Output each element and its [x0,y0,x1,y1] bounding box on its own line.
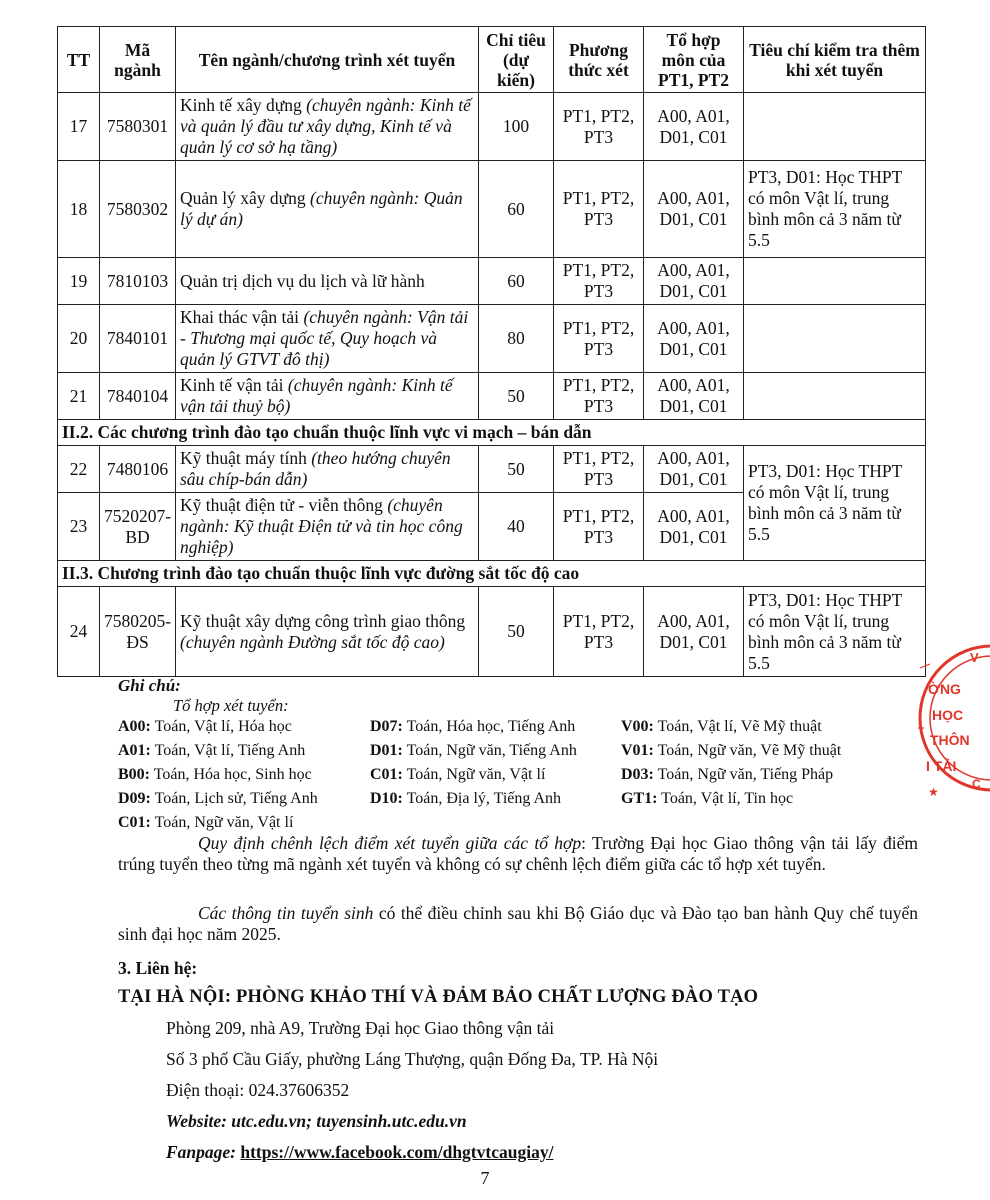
info-paragraph [118,903,918,945]
program-spec: (chuyên ngành: Quản lý dự án) [180,188,463,229]
row-pt: PT1, PT2, PT3 [554,161,644,258]
row-criteria [744,305,926,373]
row-name [176,446,479,493]
contact-heading: 3. Liên hệ: [118,958,198,978]
combo-item [621,790,793,808]
combo-desc: Toán, Lịch sử, Tiếng Anh [150,790,318,807]
table-row [58,446,926,493]
combo-desc: Toán, Hóa học, Sinh học [150,766,312,783]
combo-code: D01: [370,742,403,759]
fanpage-label: Fanpage: [166,1142,241,1162]
section-row [58,561,926,587]
combo-code: V01: [621,742,654,759]
row-pt: PT1, PT2, PT3 [554,93,644,161]
row-tt: 21 [58,373,100,420]
page-number: 7 [480,1168,490,1188]
seal-text: C [972,777,981,791]
contact-phone: Điện thoại: 024.37606352 [166,1080,350,1100]
row-ma: 7580205-ĐS [100,587,176,677]
combo-code: C01: [370,766,403,783]
seal-tick [920,664,930,668]
row-combo: A00, A01, D01, C01 [644,587,744,677]
combo-item [118,742,305,760]
score-rule-label: Quy định chênh lệch điểm xét tuyển giữa các tổ hợp [198,833,582,853]
header-tt: TT [58,27,100,93]
row-quota: 60 [479,161,554,258]
combo-desc: Toán, Ngữ văn, Vật lí [402,766,546,783]
seal-text: HỌC [932,707,964,723]
contact-address: Số 3 phố Cầu Giấy, phường Láng Thượng, quận Đống Đa, TP. Hà Nội [166,1049,659,1069]
row-combo: A00, A01, D01, C01 [644,305,744,373]
row-ma: 7840101 [100,305,176,373]
seal-text: I TẢI [926,758,957,774]
combo-code: B00: [118,766,150,783]
program-name: Kỹ thuật xây dựng công trình giao thông [180,610,466,631]
header-phuong-thuc: Phương thức xét [554,27,644,93]
combo-code: C01: [118,814,151,831]
program-name: Kỹ thuật máy tính [180,448,312,468]
row-pt: PT1, PT2, PT3 [554,258,644,305]
seal-star-icon: ★ [928,785,939,799]
row-combo: A00, A01, D01, C01 [644,446,744,493]
row-combo: A00, A01, D01, C01 [644,373,744,420]
row-ma: 7580301 [100,93,176,161]
row-tt: 17 [58,93,100,161]
program-name: Quản trị dịch vụ du lịch và lữ hành [180,270,425,291]
combo-code: D03: [621,766,654,783]
combo-item [118,814,293,832]
contact-section [118,958,758,1163]
combo-desc: Toán, Ngữ văn, Vật lí [150,814,294,831]
admission-table [57,26,926,677]
row-name [176,587,479,677]
combo-item [370,718,575,736]
header-to-hop: Tổ hợp môn của PT1, PT2 [644,27,744,93]
combo-code: D07: [370,718,403,735]
row-ma: 7810103 [100,258,176,305]
row-pt: PT1, PT2, PT3 [554,305,644,373]
row-quota: 40 [479,493,554,561]
program-spec: (chuyên ngành Đường sắt tốc độ cao) [180,631,445,652]
row-pt: PT1, PT2, PT3 [554,373,644,420]
combo-code: V00: [621,718,654,735]
row-pt: PT1, PT2, PT3 [554,587,644,677]
combo-item [621,766,833,784]
combo-item [621,742,841,760]
row-tt: 19 [58,258,100,305]
section-title: II.3. Chương trình đào tạo chuẩn thuộc lĩnh vực đường sắt tốc độ cao [58,561,926,587]
row-quota: 50 [479,446,554,493]
program-name: Kinh tế vận tải [180,375,288,395]
combo-desc: Toán, Vật lí, Tiếng Anh [150,742,306,759]
info-label: Các thông tin tuyển sinh [198,903,374,923]
row-quota: 50 [479,587,554,677]
row-combo: A00, A01, D01, C01 [644,93,744,161]
row-name [176,93,479,161]
combo-desc: Toán, Vật lí, Tin học [657,790,794,807]
table-row [58,258,926,305]
combo-item [118,790,318,808]
program-spec: (theo hướng chuyên sâu chíp-bán dẫn) [180,448,451,489]
office-heading: TẠI HÀ NỘI: PHÒNG KHẢO THÍ VÀ ĐẢM BẢO CHẤT LƯỢNG ĐÀO TẠO [118,987,759,1007]
seal-text: ỜNG [928,681,961,697]
row-name [176,373,479,420]
combo-code: A01: [118,742,151,759]
row-combo: A00, A01, D01, C01 [644,258,744,305]
contact-website: Website: utc.edu.vn; tuyensinh.utc.edu.vn [166,1111,467,1131]
row-criteria: PT3, D01: Học THPT có môn Vật lí, trung bình môn cả 3 năm từ 5.5 [744,446,926,561]
row-tt: 23 [58,493,100,561]
combo-item [370,766,545,784]
table-header-row [58,27,926,93]
row-pt: PT1, PT2, PT3 [554,446,644,493]
row-quota: 50 [479,373,554,420]
contact-room: Phòng 209, nhà A9, Trường Đại học Giao thông vận tải [166,1018,555,1038]
combo-item [621,718,822,736]
combo-code: D10: [370,790,403,807]
row-ma: 7580302 [100,161,176,258]
table-row [58,305,926,373]
row-tt: 20 [58,305,100,373]
section-row [58,420,926,446]
combo-code: D09: [118,790,151,807]
header-tieu-chi: Tiêu chí kiểm tra thêm khi xét tuyển [744,27,926,93]
program-spec: (chuyên ngành: Kinh tế vận tải thuỷ bộ) [180,375,453,416]
program-name: Kinh tế xây dựng [180,95,307,115]
row-combo: A00, A01, D01, C01 [644,493,744,561]
row-criteria [744,258,926,305]
row-ma: 7520207-BD [100,493,176,561]
contact-fanpage [118,1142,758,1163]
program-name: Kỹ thuật điện tử - viễn thông [180,495,388,515]
row-criteria [744,373,926,420]
combo-item [370,742,577,760]
combo-desc: Toán, Vật lí, Vẽ Mỹ thuật [653,718,822,735]
combo-desc: Toán, Vật lí, Hóa học [150,718,292,735]
row-quota: 100 [479,93,554,161]
row-name [176,493,479,561]
university-seal [910,628,990,808]
combo-code: GT1: [621,790,658,807]
row-combo: A00, A01, D01, C01 [644,161,744,258]
seal-text: V [970,650,979,665]
row-name [176,161,479,258]
score-rule-paragraph [118,833,918,875]
section-title: II.2. Các chương trình đào tạo chuẩn thuộc lĩnh vực vi mạch – bán dẫn [58,420,926,446]
program-spec: (chuyên ngành: Kinh tế và quản lý đầu tư xây dựng, Kinh tế và quản lý cơ sở hạ tầng) [180,95,471,157]
row-criteria: PT3, D01: Học THPT có môn Vật lí, trung bình môn cả 3 năm từ 5.5 [744,587,926,677]
header-ten: Tên ngành/chương trình xét tuyển [176,27,479,93]
program-spec: (chuyên ngành: Vận tải - Thương mại quốc tế, Quy hoạch và quản lý GTVT đô thị) [180,307,469,369]
notes-title: Ghi chú: [118,676,181,695]
row-criteria [744,93,926,161]
row-ma: 7480106 [100,446,176,493]
row-name [176,305,479,373]
program-name: Quản lý xây dựng [180,188,311,208]
combo-desc: Toán, Ngữ văn, Tiếng Pháp [653,766,834,783]
row-criteria: PT3, D01: Học THPT có môn Vật lí, trung bình môn cả 3 năm từ 5.5 [744,161,926,258]
header-chi-tieu: Chỉ tiêu (dự kiến) [479,27,554,93]
fanpage-link[interactable]: https://www.facebook.com/dhgtvtcaugiay/ [240,1142,554,1162]
combo-item [370,790,561,808]
combo-desc: Toán, Ngữ văn, Tiếng Anh [402,742,577,759]
table-row [58,161,926,258]
row-name [176,258,479,305]
program-spec: (chuyên ngành: Kỹ thuật Điện tử và tin học công nghiệp) [180,495,463,557]
row-tt: 24 [58,587,100,677]
score-rule-text: : Trường Đại học Giao thông vận tải lấy điểm trúng tuyển theo từng mã ngành xét tuyển và không có sự chênh lệch điểm giữa các tổ hợp xét tuyển. [118,833,918,874]
combo-code: A00: [118,718,151,735]
seal-text: THÔN [930,732,970,748]
row-quota: 60 [479,258,554,305]
combo-desc: Toán, Địa lý, Tiếng Anh [402,790,562,807]
combo-item [118,718,292,736]
row-pt: PT1, PT2, PT3 [554,493,644,561]
combo-heading: Tổ hợp xét tuyển: [173,695,289,715]
program-name: Khai thác vận tải [180,307,304,327]
table-row [58,373,926,420]
combo-desc: Toán, Ngữ văn, Vẽ Mỹ thuật [653,742,842,759]
row-ma: 7840104 [100,373,176,420]
info-text: có thể điều chỉnh sau khi Bộ Giáo dục và Đào tạo ban hành Quy chế tuyển sinh đại học năm 2025. [118,903,918,944]
combo-desc: Toán, Hóa học, Tiếng Anh [402,718,576,735]
notes-section [118,676,289,715]
table-row [58,93,926,161]
row-quota: 80 [479,305,554,373]
table-row [58,587,926,677]
row-tt: 18 [58,161,100,258]
row-tt: 22 [58,446,100,493]
combo-item [118,766,312,784]
header-ma-nganh: Mã ngành [100,27,176,93]
